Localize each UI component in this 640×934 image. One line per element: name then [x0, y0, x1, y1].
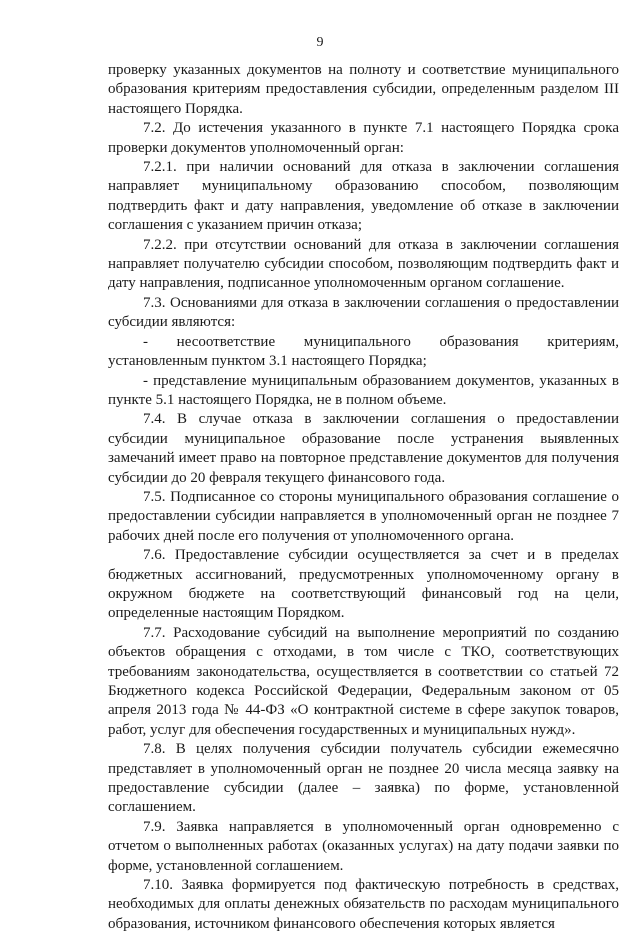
list-item-incomplete-documents: - представление муниципальным образованием документов, указанных в пункте 5.1 настоящего Порядка, не в полном объеме. [108, 372, 619, 408]
paragraph-7-3: 7.3. Основаниями для отказа в заключении соглашения о предоставлении субсидии являются: [108, 294, 619, 331]
paragraph-7-7: 7.7. Расходование субсидий на выполнение мероприятий по созданию объектов обращения с отходами, в том числе с ТКО, соответствующих требованиям законодательства, осуществляется в соответствии со статьей 72 Бюджетного кодекса Российской Федерации, Федеральным законом от 05 апреля 2013 года № 44-ФЗ «О контрактной системе в сфере закупок товаров, работ, услуг для обеспечения государственных и муниципальных нужд». [108, 624, 619, 738]
paragraph-7-5: 7.5. Подписанное со стороны муниципального образования соглашение о предоставлении субсидии направляется в уполномоченный орган не позднее 7 рабочих дней после его получения от уполномоченного органа. [108, 488, 619, 544]
paragraph-7-6: 7.6. Предоставление субсидии осуществляется за счет и в пределах бюджетных ассигнований, предусмотренных уполномоченному органу в окружном бюджете на соответствующий финансовый год на цели, определенные настоящим Порядком. [108, 547, 619, 622]
paragraph-7-2: 7.2. До истечения указанного в пункте 7.1 настоящего Порядка срока проверки документов уполномоченный орган: [108, 120, 619, 156]
paragraph-7-2-2: 7.2.2. при отсутствии оснований для отказа в заключении соглашения направляет получателю субсидии способом, позволяющим подтвердить факт и дату направления, подписанное уполномоченным органом соглашение. [108, 236, 619, 292]
list-item-criteria-mismatch: - несоответствие муниципального образования критериям, установленным пунктом 3.1 настоящего Порядка; [108, 333, 619, 370]
paragraph-7-9: 7.9. Заявка направляется в уполномоченный орган одновременно с отчетом о выполненных работах (оказанных услугах) на дату подачи заявки по форме, установленной соглашением. [108, 818, 619, 874]
paragraph-7-2-1: 7.2.1. при наличии оснований для отказа в заключении соглашения направляет муниципальному образованию способом, позволяющим подтвердить факт и дату направления, уведомление об отказе в заключении соглашения с указанием причин отказа; [108, 159, 619, 234]
paragraph-7-8: 7.8. В целях получения субсидии получатель субсидии ежемесячно представляет в уполномоченный орган не позднее 20 числа месяца заявку на предоставление субсидии (далее – заявка) по форме, установленной соглашением. [108, 741, 619, 816]
page-number: 9 [316, 35, 324, 50]
paragraph-7-4: 7.4. В случае отказа в заключении соглашения о предоставлении субсидии муниципальное образование после устранения выявленных замечаний имеет право на повторное представление документов для получения субсидии до 20 февраля текущего финансового года. [108, 411, 619, 486]
paragraph-continuation: проверку указанных документов на полноту и соответствие муниципального образования критериям предоставления субсидии, определенным разделом III настоящего Порядка. [108, 62, 619, 117]
paragraph-7-10: 7.10. Заявка формируется под фактическую потребность в средствах, необходимых для оплаты денежных обязательств по расходам муниципального образования, источником финансового обеспечения которых является [108, 877, 619, 932]
document-body [108, 61, 619, 934]
